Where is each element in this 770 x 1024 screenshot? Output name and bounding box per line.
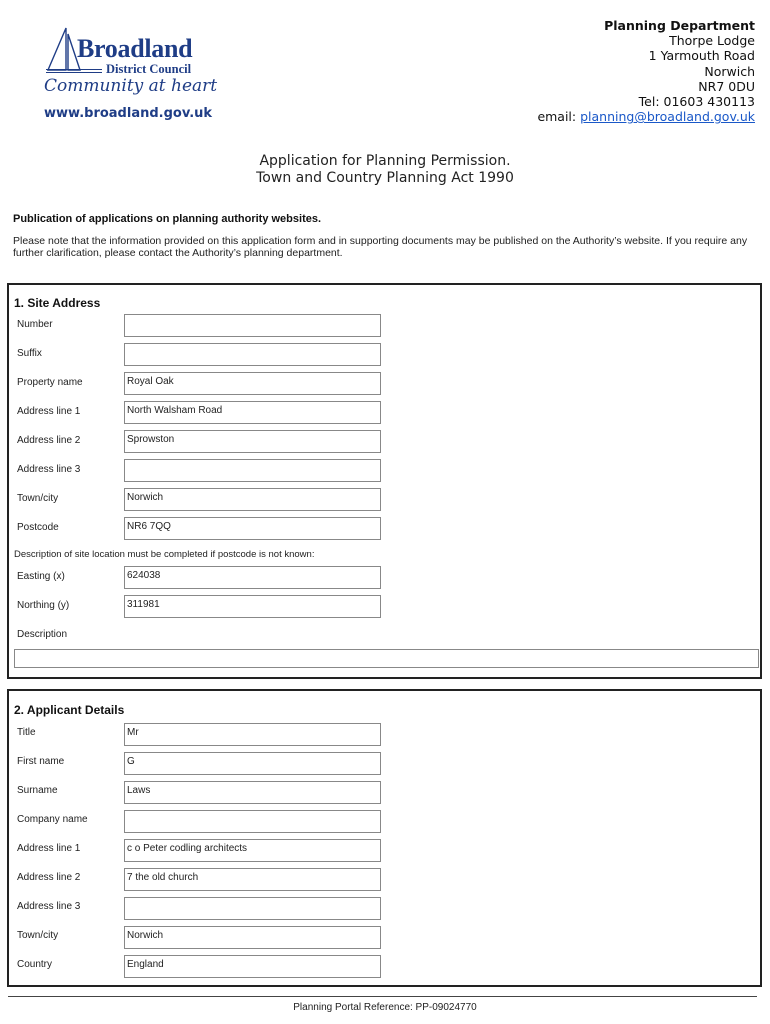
first-name-label: First name [17,756,65,767]
site-address-section [7,283,762,679]
address-line-1-field[interactable]: c o Peter codling architects [124,839,381,862]
address-line-2-field[interactable]: Sprowston [124,430,381,453]
address-line-3-field[interactable] [124,897,381,920]
telephone: Tel: 01603 430113 [638,94,755,110]
footer-divider [8,996,757,997]
address-line-1-field[interactable]: North Walsham Road [124,401,381,424]
portal-reference: Planning Portal Reference: PP-09024770 [293,1002,477,1013]
town-city-field[interactable]: Norwich [124,488,381,511]
location-note: Description of site location must be completed if postcode is not known: [14,549,315,560]
number-label: Number [17,319,53,330]
address-line-2-label: Address line 2 [17,435,81,446]
logo-subtitle: District Council [106,62,192,76]
council-website[interactable]: www.broadland.gov.uk [44,106,213,121]
logo-rule [46,72,102,73]
company-name-label: Company name [17,814,88,825]
address-line-3-field[interactable] [124,459,381,482]
document-title [0,153,770,187]
town-city-label: Town/city [17,493,59,504]
property-name-field[interactable]: Royal Oak [124,372,381,395]
publication-note: Please note that the information provided on this application form and in supporting documents may be published on the Authority’s website. If you require any further clarification, please contact the Authority’s planning department. [13,235,748,259]
description-label: Description [17,629,68,640]
northing-field[interactable]: 311981 [124,595,381,618]
address-line-3-label: Address line 3 [17,901,81,912]
property-name-label: Property name [17,377,83,388]
town-city-label: Town/city [17,930,59,941]
email-link[interactable]: planning@broadland.gov.uk [580,109,755,125]
logo-rule [46,69,102,70]
easting-field[interactable]: 624038 [124,566,381,589]
address-line: 1 Yarmouth Road [648,48,755,64]
northing-label: Northing (y) [17,600,70,611]
company-name-field[interactable] [124,810,381,833]
address-line-2-label: Address line 2 [17,872,81,883]
town-city-field[interactable]: Norwich [124,926,381,949]
number-field[interactable] [124,314,381,337]
logo-tagline: Community at heart [44,76,218,96]
first-name-field[interactable]: G [124,752,381,775]
logo-name: Broadland [77,34,193,63]
department-address [537,18,755,124]
publication-heading: Publication of applications on planning authority websites. [13,213,322,225]
surname-field[interactable]: Laws [124,781,381,804]
section-title: 1. Site Address [14,296,101,310]
address-line-1-label: Address line 1 [17,406,81,417]
address-line: NR7 0DU [698,78,755,94]
address-line: Norwich [704,63,755,79]
suffix-label: Suffix [17,348,42,359]
address-line-1-label: Address line 1 [17,843,81,854]
council-logo [40,22,220,122]
email-prefix: email: [537,109,581,125]
surname-label: Surname [17,785,58,796]
applicant-details-section [7,689,762,987]
description-field[interactable] [14,649,759,668]
country-label: Country [17,959,53,970]
title-line-2: Town and Country Planning Act 1990 [256,170,514,186]
title-line-1: Application for Planning Permission. [259,153,511,169]
suffix-field[interactable] [124,343,381,366]
title-label: Title [17,727,36,738]
postcode-field[interactable]: NR6 7QQ [124,517,381,540]
address-line: Thorpe Lodge [669,33,755,49]
easting-label: Easting (x) [17,571,65,582]
title-field[interactable]: Mr [124,723,381,746]
postcode-label: Postcode [17,522,59,533]
address-line-2-field[interactable]: 7 the old church [124,868,381,891]
department-name: Planning Department [604,18,755,33]
address-line-3-label: Address line 3 [17,464,81,475]
country-field[interactable]: England [124,955,381,978]
section-title: 2. Applicant Details [14,703,125,717]
email-row [537,109,755,124]
